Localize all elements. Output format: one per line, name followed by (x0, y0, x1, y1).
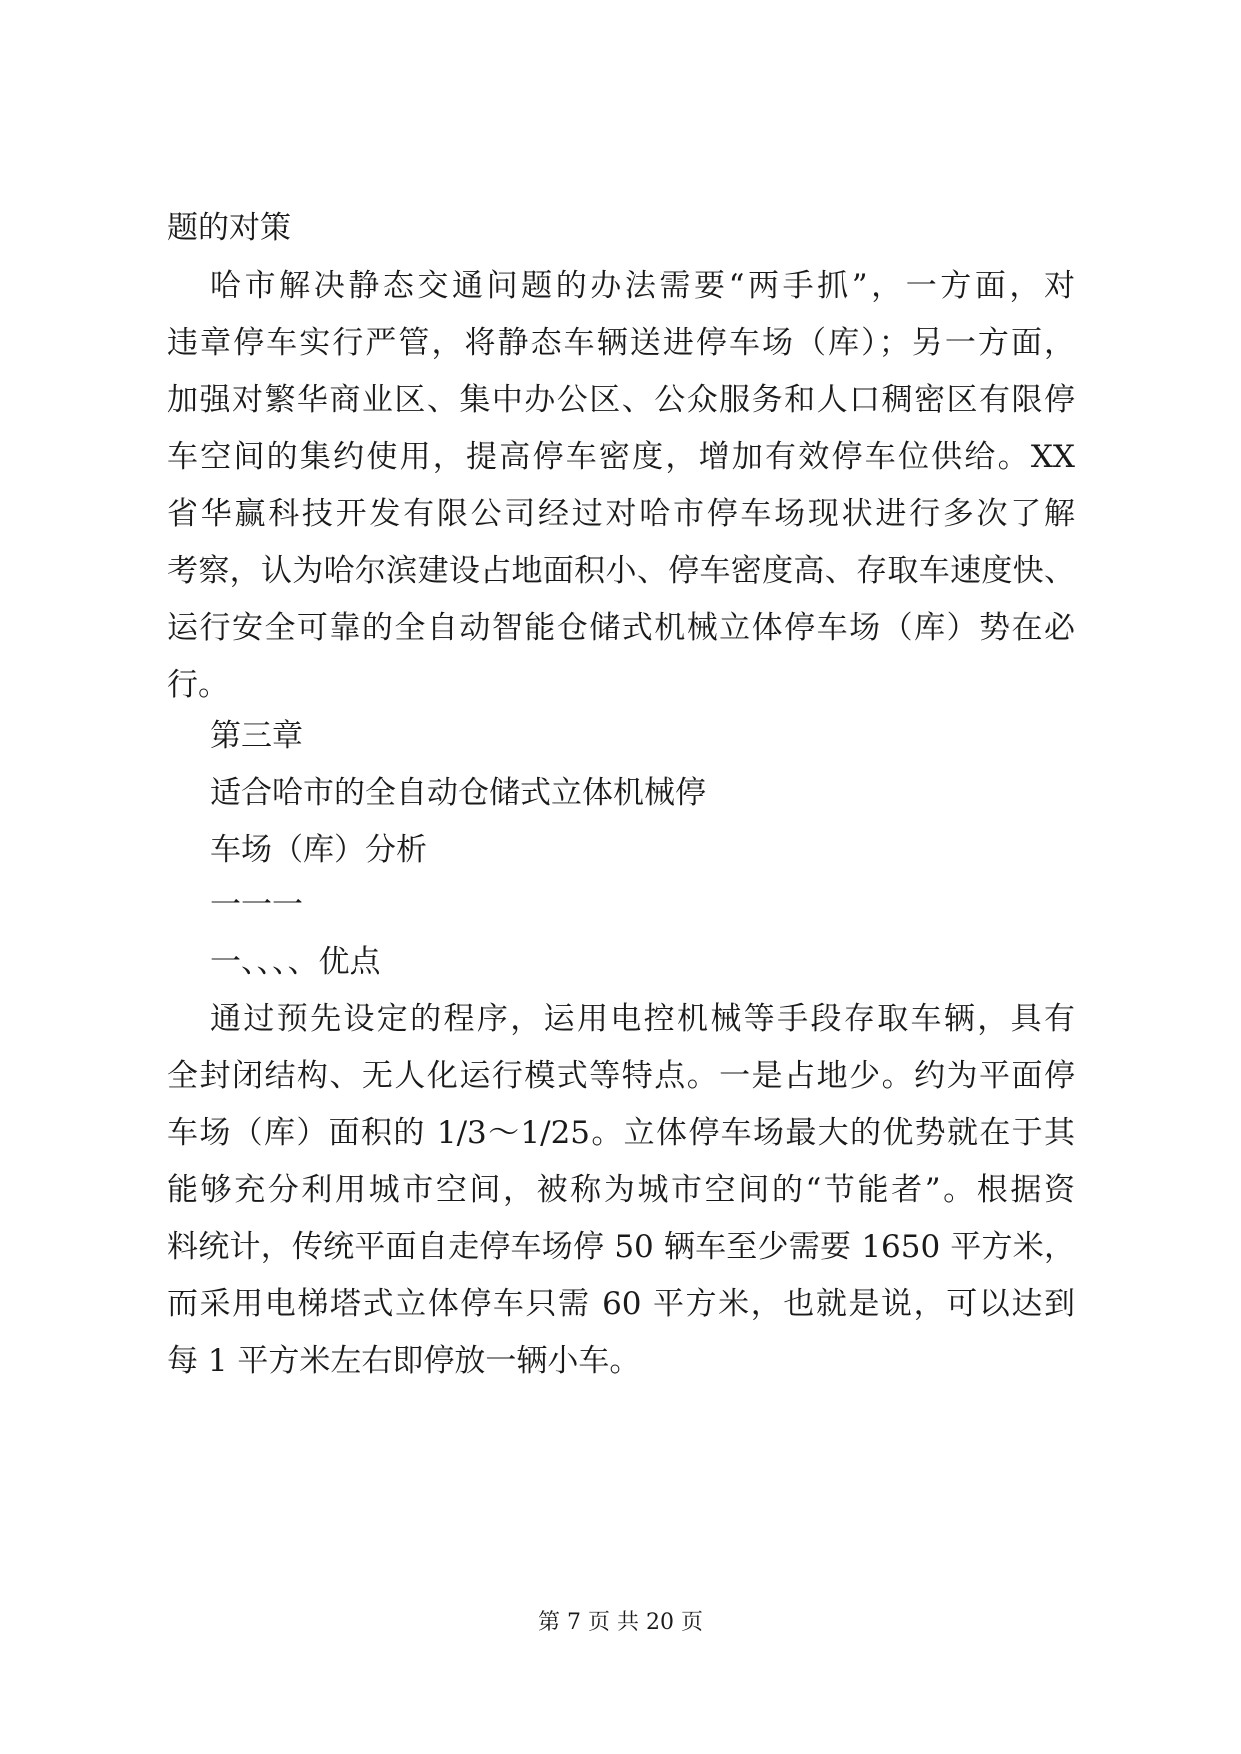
text-line: 违章停车实行严管，将静态车辆送进停车场（库）；另一方面， (167, 325, 1075, 361)
subsection-heading: 一、、、、优点 (210, 944, 381, 980)
text-line: 车场（库）面积的 1/3～1/25。立体停车场最大的优势就在于其 (167, 1115, 1075, 1151)
section-title: 适合哈市的全自动仓储式立体机械停 (210, 775, 706, 811)
text-line: 省华赢科技开发有限公司经过对哈市停车场现状进行多次了解 (167, 496, 1075, 532)
text-line: 而采用电梯塔式立体停车只需 60 平方米，也就是说，可以达到 (167, 1286, 1075, 1322)
text-line: 料统计，传统平面自走停车场停 50 辆车至少需要 1650 平方米， (167, 1229, 1075, 1265)
text-line: 能够充分利用城市空间，被称为城市空间的“节能者”。根据资 (167, 1172, 1075, 1208)
text-line: 哈市解决静态交通问题的办法需要“两手抓”，一方面，对 (210, 268, 1075, 304)
text-line: 每 1 平方米左右即停放一辆小车。 (167, 1343, 641, 1379)
text-line: 题的对策 (167, 210, 291, 246)
page-number-footer: 第 7 页 共 20 页 (538, 1610, 703, 1635)
text-line: 运行安全可靠的全自动智能仓储式机械立体停车场（库）势在必 (167, 610, 1075, 646)
text-line: 考察，认为哈尔滨建设占地面积小、停车密度高、存取车速度快、 (167, 553, 1075, 589)
text-line: 一一一 (210, 887, 303, 923)
text-line: 车空间的集约使用，提高停车密度，增加有效停车位供给。XX (167, 439, 1075, 475)
text-line: 通过预先设定的程序，运用电控机械等手段存取车辆，具有 (210, 1001, 1075, 1037)
text-line: 加强对繁华商业区、集中办公区、公众服务和人口稠密区有限停 (167, 382, 1075, 418)
section-title: 车场（库）分析 (210, 832, 427, 868)
text-line: 行。 (167, 667, 229, 703)
text-line: 全封闭结构、无人化运行模式等特点。一是占地少。约为平面停 (167, 1058, 1075, 1094)
chapter-heading: 第三章 (210, 718, 303, 754)
